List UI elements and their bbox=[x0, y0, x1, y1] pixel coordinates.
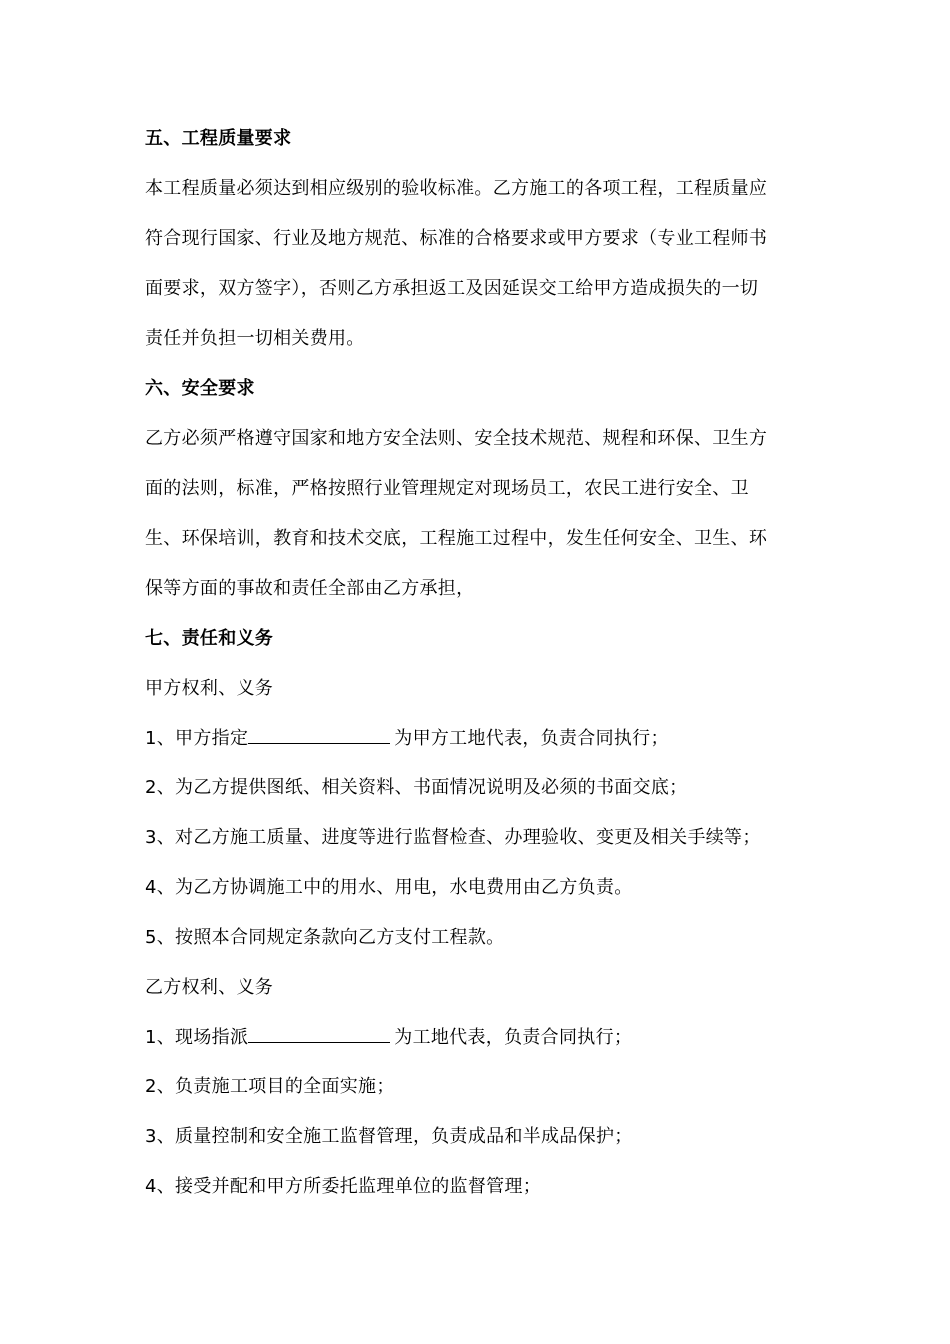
party-b-item-1-after: 为工地代表，负责合同执行； bbox=[394, 1027, 633, 1048]
section-6-line-3: 生、环保培训，教育和技术交底，工程施工过程中，发生任何安全、卫生、环 bbox=[145, 528, 768, 549]
party-a-item-1-after: 为甲方工地代表，负责合同执行； bbox=[394, 728, 669, 749]
party-a-item-1-before: 1、甲方指定 bbox=[145, 728, 249, 749]
party-a-item-2: 2、为乙方提供图纸、相关资料、书面情况说明及必须的书面交底； bbox=[145, 777, 688, 798]
section-5-line-1: 本工程质量必须达到相应级别的验收标准。乙方施工的各项工程，工程质量应 bbox=[145, 178, 768, 199]
party-b-title: 乙方权利、义务 bbox=[145, 977, 274, 998]
party-b-item-4: 4、接受并配和甲方所委托监理单位的监督管理； bbox=[145, 1176, 542, 1197]
section-5-heading: 五、工程质量要求 bbox=[145, 128, 292, 149]
party-b-item-2: 2、负责施工项目的全面实施； bbox=[145, 1076, 395, 1097]
section-6-line-1: 乙方必须严格遵守国家和地方安全法则、安全技术规范、规程和环保、卫生方 bbox=[145, 428, 768, 449]
party-b-item-3: 3、质量控制和安全施工监督管理，负责成品和半成品保护； bbox=[145, 1126, 633, 1147]
section-5-line-2: 符合现行国家、行业及地方规范、标准的合格要求或甲方要求（专业工程师书 bbox=[145, 228, 768, 249]
section-6-line-2: 面的法则，标准，严格按照行业管理规定对现场员工，农民工进行安全、卫 bbox=[145, 478, 749, 499]
party-a-item-5: 5、按照本合同规定条款向乙方支付工程款。 bbox=[145, 927, 505, 948]
party-a-item-1 bbox=[145, 726, 669, 751]
section-6-heading: 六、安全要求 bbox=[145, 378, 255, 399]
party-b-item-1-before: 1、现场指派 bbox=[145, 1027, 249, 1048]
party-b-representative-blank bbox=[248, 1025, 390, 1043]
section-5-line-4: 责任并负担一切相关费用。 bbox=[145, 328, 365, 349]
section-5-line-3: 面要求，双方签字），否则乙方承担返工及因延误交工给甲方造成损失的一切 bbox=[145, 278, 759, 299]
party-a-item-3: 3、对乙方施工质量、进度等进行监督检查、办理验收、变更及相关手续等； bbox=[145, 827, 761, 848]
party-a-title: 甲方权利、义务 bbox=[145, 678, 274, 699]
party-a-item-4: 4、为乙方协调施工中的用水、用电，水电费用由乙方负责。 bbox=[145, 877, 633, 898]
section-7-heading: 七、责任和义务 bbox=[145, 628, 274, 649]
party-a-representative-blank bbox=[248, 726, 390, 744]
section-6-line-4: 保等方面的事故和责任全部由乙方承担， bbox=[145, 578, 475, 599]
party-b-item-1 bbox=[145, 1025, 632, 1050]
